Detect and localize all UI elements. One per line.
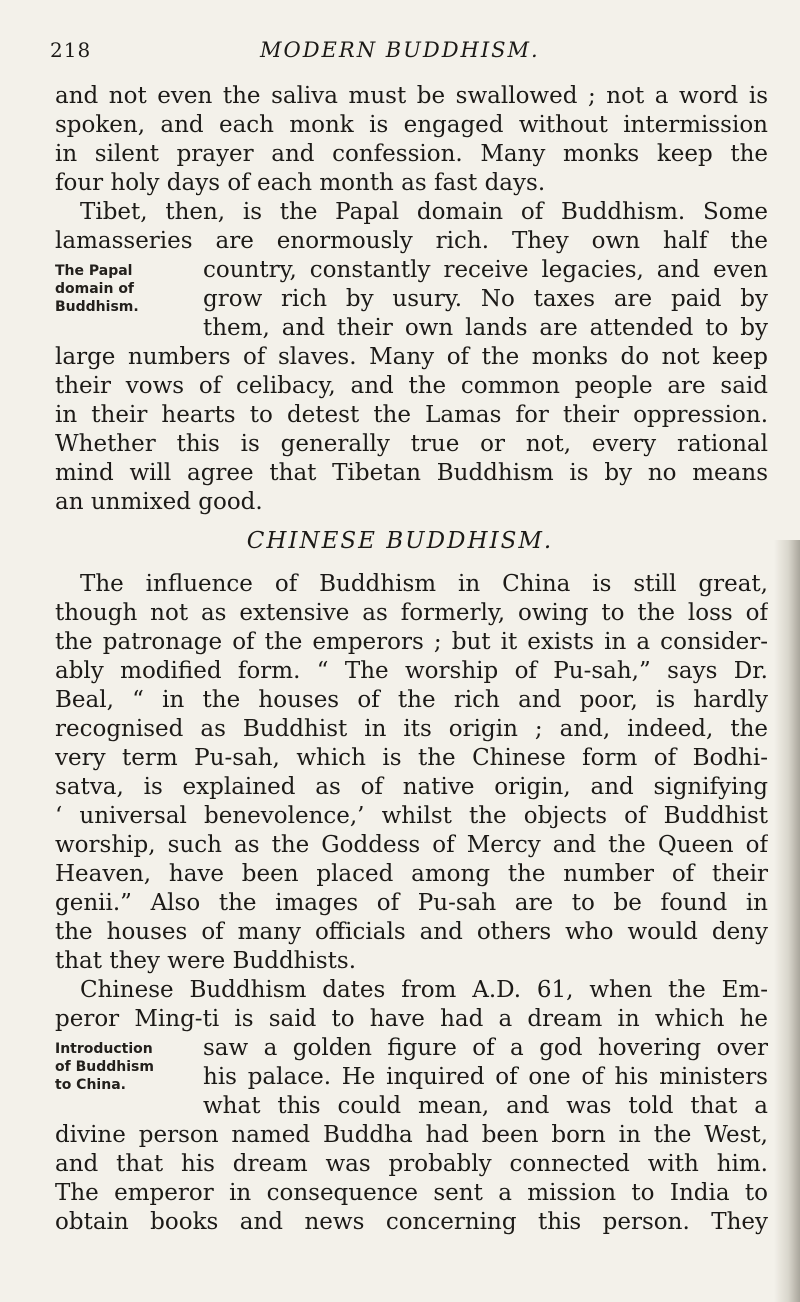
- text-line: in silent prayer and confession. Many monks keep the: [55, 141, 768, 167]
- text-line: divine person named Buddha had been born in the West,: [55, 1122, 768, 1148]
- text-line: very term Pu-sah, which is the Chinese form of Bodhi-: [55, 745, 768, 771]
- text-line: genii.” Also the images of Pu-sah are to be found in: [55, 890, 768, 916]
- text-line: and not even the saliva must be swallowed ; not a word is: [55, 83, 768, 109]
- section-heading: CHINESE BUDDHISM.: [246, 528, 554, 554]
- text-line: saw a golden figure of a god hovering over: [203, 1035, 768, 1061]
- page-number: 218: [50, 38, 92, 62]
- text-line: in their hearts to detest the Lamas for their oppression.: [55, 402, 768, 428]
- text-line: ‘ universal benevolence,’ whilst the objects of Buddhist: [55, 803, 768, 829]
- page-header: [50, 38, 760, 68]
- sidenote-papal-domain: [55, 262, 139, 316]
- text-line: grow rich by usury. No taxes are paid by: [203, 286, 768, 312]
- sidenote-line: of Buddhism: [55, 1059, 154, 1075]
- text-line: their vows of celibacy, and the common people are said: [55, 373, 768, 399]
- text-line: Beal, “ in the houses of the rich and poor, is hardly: [55, 687, 768, 713]
- text-line: satva, is explained as of native origin, and signifying: [55, 774, 768, 800]
- text-line: four holy days of each month as fast days.: [55, 170, 546, 196]
- text-line: ably modified form. “ The worship of Pu-sah,” says Dr.: [55, 658, 768, 684]
- text-line: though not as extensive as formerly, owing to the loss of: [55, 600, 768, 626]
- text-line: Whether this is generally true or not, every rational: [55, 431, 768, 457]
- text-line: that they were Buddhists.: [55, 948, 356, 974]
- text-line: Tibet, then, is the Papal domain of Buddhism. Some: [80, 199, 768, 225]
- text-line: recognised as Buddhist in its origin ; and, indeed, the: [55, 716, 768, 742]
- text-line: The emperor in consequence sent a mission to India to: [55, 1180, 768, 1206]
- sidenote-introduction: [55, 1040, 154, 1094]
- text-line: an unmixed good.: [55, 489, 263, 515]
- running-head: MODERN BUDDHISM.: [260, 38, 540, 62]
- text-line: his palace. He inquired of one of his ministers: [203, 1064, 768, 1090]
- text-line: The influence of Buddhism in China is still great,: [80, 571, 768, 597]
- sidenote-line: The Papal: [55, 263, 133, 279]
- sidenote-line: domain of: [55, 281, 135, 297]
- text-line: large numbers of slaves. Many of the monks do not keep: [55, 344, 768, 370]
- sidenote-line: to China.: [55, 1077, 126, 1093]
- text-line: mind will agree that Tibetan Buddhism is by no means: [55, 460, 768, 486]
- text-line: them, and their own lands are attended to by: [203, 315, 768, 341]
- sidenote-line: Buddhism.: [55, 299, 139, 315]
- text-line: lamasseries are enormously rich. They own half the: [55, 228, 768, 254]
- text-line: country, constantly receive legacies, and even: [203, 257, 768, 283]
- text-line: worship, such as the Goddess of Mercy and the Queen of: [55, 832, 768, 858]
- page-edge-shadow: [774, 540, 800, 1302]
- text-line: the houses of many officials and others who would deny: [55, 919, 768, 945]
- text-line: obtain books and news concerning this person. They: [55, 1209, 768, 1235]
- sidenote-line: Introduction: [55, 1041, 153, 1057]
- text-line: Heaven, have been placed among the number of their: [55, 861, 768, 887]
- text-line: peror Ming-ti is said to have had a dream in which he: [55, 1006, 768, 1032]
- text-line: and that his dream was probably connected with him.: [55, 1151, 768, 1177]
- text-line: spoken, and each monk is engaged without intermission: [55, 112, 768, 138]
- text-line: Chinese Buddhism dates from A.D. 61, when the Em-: [80, 977, 768, 1003]
- text-line: what this could mean, and was told that a: [203, 1093, 768, 1119]
- text-line: the patronage of the emperors ; but it exists in a consider-: [55, 629, 768, 655]
